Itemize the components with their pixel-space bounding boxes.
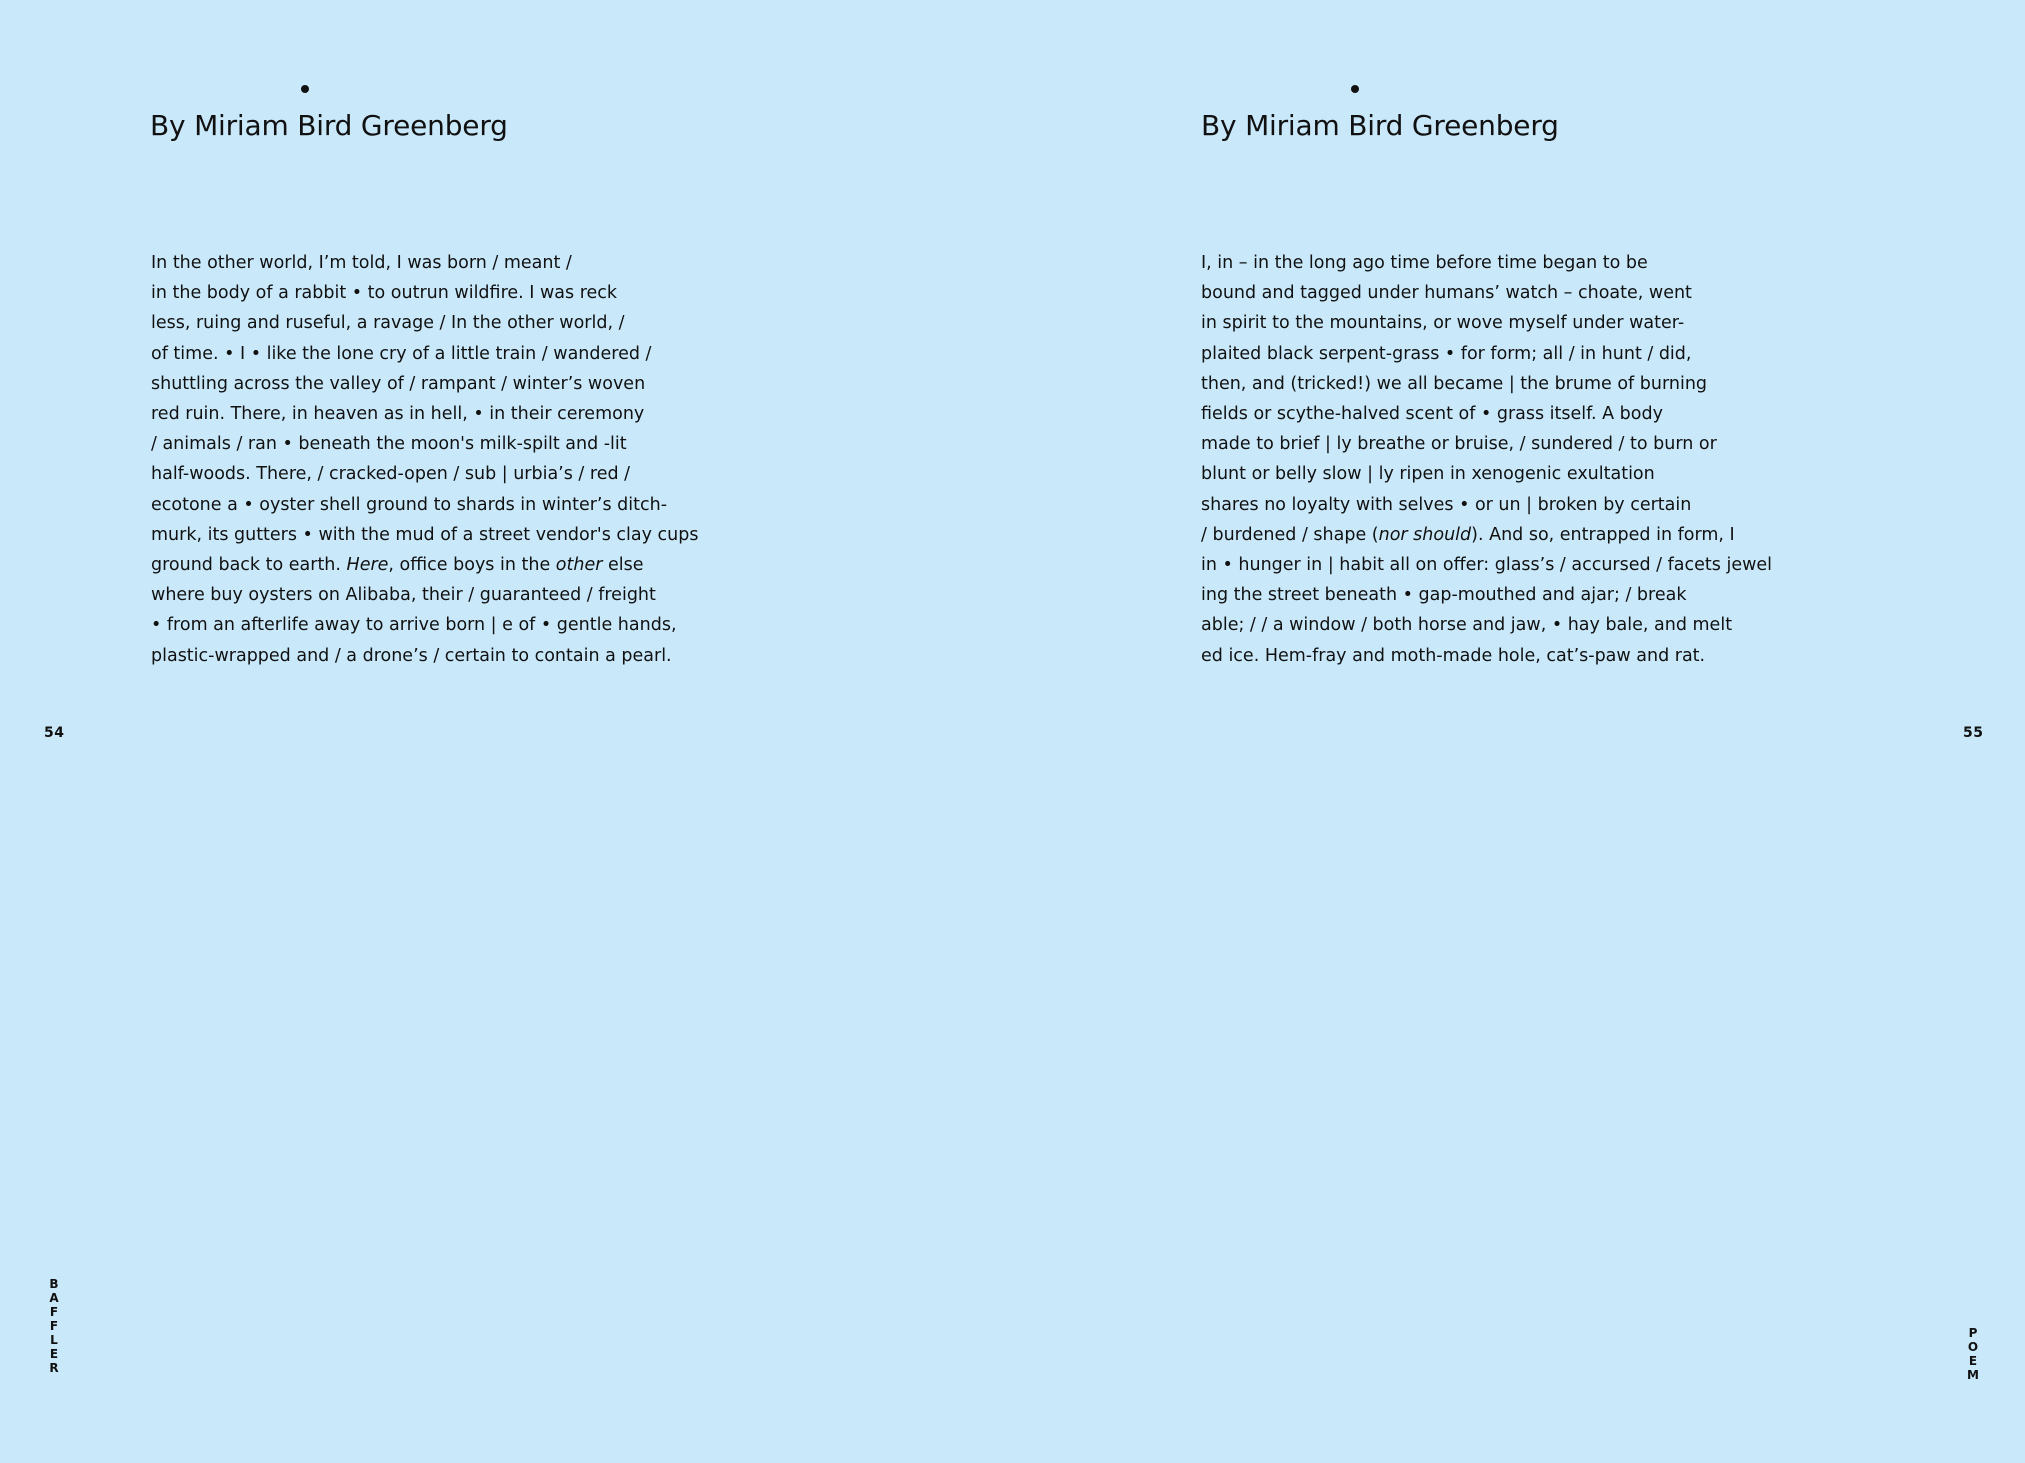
poem-line: bound and tagged under humans’ watch – choate, went (1201, 283, 1692, 304)
ornament-dot (301, 85, 309, 93)
poem-line: able; / / a window / both horse and jaw, • hay bale, and melt (1201, 615, 1733, 636)
poem-line: blunt or belly slow | ly ripen in xenogenic exultation (1201, 464, 1655, 485)
poem-line: I, in – in the long ago time before time began to be (1201, 253, 1648, 273)
poem-line: made to brief | ly breathe or bruise, / sundered / to burn or (1201, 434, 1717, 455)
poem-line: in • hunger in | habit all on offer: glass’s / accursed / facets jewel (1201, 555, 1773, 576)
poem-line: then, and (tricked!) we all became | the brume of burning (1201, 373, 1708, 394)
poem-line: • from an afterlife away to arrive born | e of • gentle hands, (151, 615, 677, 636)
poem-line: ecotone a • oyster shell ground to shards in winter’s ditch- (151, 494, 668, 515)
section-label-vertical: P O E M (1967, 1326, 1979, 1382)
byline: By Miriam Bird Greenberg (1201, 109, 1559, 142)
poem-line: plaited black serpent-grass • for form; all / in hunt / did, (1201, 343, 1692, 364)
poem-line: half-woods. There, / cracked-open / sub | urbia’s / red / (151, 464, 631, 485)
poem-line: red ruin. There, in heaven as in hell, • in their ceremony (151, 404, 645, 425)
section-label-vertical: B A F F L E R (49, 1277, 59, 1375)
poem-line: where buy oysters on Alibaba, their / guaranteed / freight (151, 585, 656, 606)
poem-line: ed ice. Hem-fray and moth-made hole, cat’s-paw and rat. (1201, 645, 1706, 666)
poem-line: in the body of a rabbit • to outrun wildfire. I was reck (151, 283, 618, 304)
poem-line: / animals / ran • beneath the moon's milk-spilt and -lit (151, 434, 627, 455)
poem-line: ground back to earth. Here, office boys in the other else (151, 555, 644, 576)
poem-line: shares no loyalty with selves • or un | broken by certain (1201, 494, 1692, 515)
page-number: 55 (1963, 725, 1984, 741)
right-page (1012, 0, 2024, 1463)
poem-text (151, 248, 698, 671)
poem-line: fields or scythe-halved scent of • grass itself. A body (1201, 404, 1663, 425)
ornament-dot (1351, 85, 1359, 93)
poem-line: In the other world, I’m told, I was born / meant / (151, 253, 572, 273)
poem-line: less, ruing and ruseful, a ravage / In the other world, / (151, 313, 625, 334)
poem-line: shuttling across the valley of / rampant / winter’s woven (151, 373, 646, 394)
poem-line: murk, its gutters • with the mud of a street vendor's clay cups (151, 524, 699, 545)
poem-line: / burdened / shape (nor should). And so, entrapped in form, I (1201, 524, 1735, 545)
poem-text (1201, 248, 1772, 671)
poem-line: of time. • I • like the lone cry of a little train / wandered / (151, 343, 652, 364)
poem-line: in spirit to the mountains, or wove myself under water- (1201, 313, 1685, 334)
byline: By Miriam Bird Greenberg (150, 109, 508, 142)
page-number: 54 (44, 725, 65, 741)
poem-line: ing the street beneath • gap-mouthed and ajar; / break (1201, 585, 1687, 606)
left-page (0, 0, 1012, 1463)
poem-line: plastic-wrapped and / a drone’s / certain to contain a pearl. (151, 645, 672, 666)
